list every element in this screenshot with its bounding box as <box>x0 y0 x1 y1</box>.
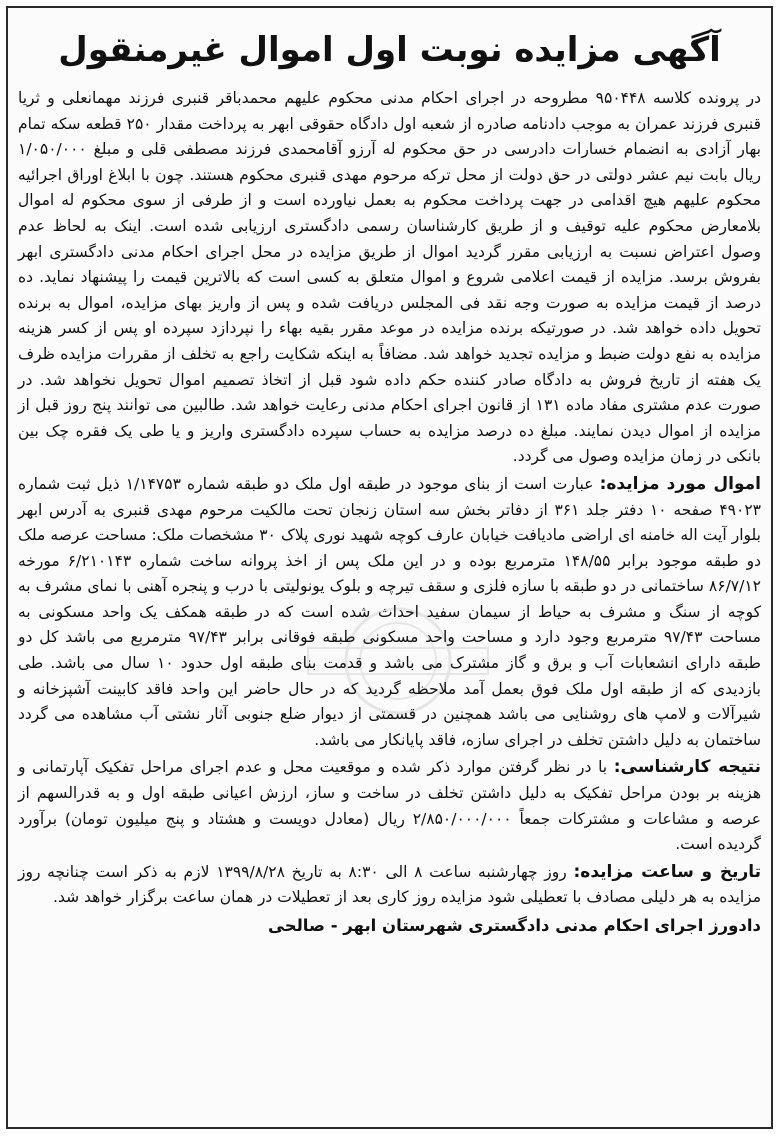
datetime-heading: تاریخ و ساعت مزایده: <box>573 861 762 882</box>
expert-text: با در نظر گرفتن موارد ذکر شده و موقعیت محل و عدم اجرای مراحل تفکیک آپارتمانی و هزینه بر بودن مراحل تفکیک به دلیل داشتن تخلف در ساخت و ساز، ارزش اعیانی طبقه اول و به قدرالسهم از عرصه و مشاعات و مشترکات جمعاً ۲/۸۵۰/۰۰۰/۰۰۰ ریال (معادل دویست و هشتاد و پنج میلیون تومان) برآورد گردیده است. <box>18 758 761 854</box>
property-paragraph <box>18 472 761 754</box>
notice-frame <box>6 6 773 1129</box>
notice-title: آگهی مزایده نوبت اول اموال غیرمنقول <box>58 30 721 70</box>
property-text: عبارت است از بنای موجود در طبقه اول ملک دو طبقه شماره ۱/۱۴۷۵۳ ذیل ثبت شماره ۴۹۰۲۳ صفحه ۱۰ دفتر جلد ۳۶۱ از دفاتر بخش سه استان زنجان تحت مالکیت مرحوم مهدی قنبری به آدرس ابهر بلوار آیت اله خامنه ای اراضی مادیافت خیابان عارف کوچه شهید نوری پلاک ۳۰ مشخصات ملک: مساحت عرصه ملک دو طبقه موجود برابر ۱۴۸/۵۵ مترمربع بوده و در این ملک پس از اخذ پروانه ساخت شماره ۶/۲۱۰۱۴۳ مورخه ۸۶/۷/۱۲ ساختمانی در دو طبقه با سازه فلزی و سقف تیرچه و بلوک یونولیتی با درب و پنجره آهنی با نمای مشرف به کوچه از سنگ و مشرف به حیاط از سیمان سفید احداث شده است که در طبقه همکف یک واحد مسکونی به مساحت ۹۷/۴۳ مترمربع وجود دارد و مساحت واحد مسکونی طبقه فوقانی برابر ۹۷/۴۳ مترمربع می باشد کل دو طبقه دارای انشعابات آب و برق و گاز مشترک می باشد و قدمت بنای طبقه اول حدود ۱۰ سال می باشد. طی بازدیدی که از طبقه اول ملک فوق بعمل آمد ملاحظه گردید که در حال حاضر این واحد فاقد کابینت آشپزخانه و شیرآلات و لامپ های روشنایی می باشد همچنین در قسمتی از دیوار ضلع جنوبی آثار نشتی آب مشاهده می گردد ساختمان به دلیل داشتن تخلف در اجرای سازه، فاقد پایانکار می باشد. <box>18 474 762 749</box>
notice-body <box>18 86 761 939</box>
datetime-text: روز چهارشنبه ساعت ۸ الی ۸:۳۰ به تاریخ ۱۳۹۹/۸/۲۸ لازم به ذکر است چنانچه روز مزایده به هر دلیلی مصادف با تعطیلی شود مزایده روز کاری بعد از تعطیلات در همان ساعت برگزار خواهد شد. <box>18 862 761 907</box>
signature: دادورز اجرای احکام مدنی دادگستری شهرستان ابهر - صالحی <box>268 916 761 935</box>
expert-heading: نتیجه کارشناسی: <box>613 757 761 778</box>
property-heading: اموال مورد مزایده: <box>599 473 761 494</box>
intro-paragraph: در پرونده کلاسه ۹۵۰۴۴۸ مطروحه در اجرای احکام مدنی محکوم علیهم محمدباقر قنبری فرزند مهمانعلی و ثریا قنبری فرزند عمران به موجب دادنامه صادره از شعبه اول دادگاه حقوقی ابهر به پرداخت مقدار ۲۵۰ قطعه سکه تمام بهار آزادی به انضمام خسارات دادرسی در حق محکوم له آرزو آقامحمدی فرزند مصطفی قلی و مبلغ ۱/۰۵۰/۰۰۰ ریال بابت نیم عشر دولتی در حق دولت از محل ترکه مرحوم مهدی قنبری محکوم هستند. چون با ابلاغ اوراق اجرائیه محکوم علیهم هیچ اقدامی در جهت پرداخت محکوم به بعمل نیاورده است و از طرفی از سوی محکوم له اموال بلامعارض محکوم علیه توقیف و از طریق کارشناسان رسمی دادگستری ارزیابی شده است. اینک به لحاظ عدم وصول اعتراض نسبت به ارزیابی مقرر گردید اموال از طریق مزایده در محل اجرای احکام مدنی دادگستری ابهر بفروش برسد. مزایده از قیمت اعلامی شروع و اموال متعلق به کسی است که بالاترین قیمت را پیشنهاد نماید. ده درصد از قیمت مزایده به صورت وجه نقد فی المجلس دریافت شده و پس از واریز بهای مزایده، اموال به برنده تحویل داده خواهد شد. در صورتیکه برنده مزایده در موعد مقرر بقیه بهاء را نپردازد سپرده او پس از کسر هزینه مزایده به نفع دولت ضبط و مزایده تجدید خواهد شد. مضافاً به اینکه شکایت راجع به تخلف از مقررات مزایده ظرف یک هفته از تاریخ فروش به دادگاه صادر کننده حکم داده شود قبل از اتخاذ تصمیم اموال تحویل نخواهد شد. در صورت عدم مشتری مفاد ماده ۱۳۱ از قانون اجرای احکام مدنی رعایت خواهد شد. طالبین می توانند پنج روز قبل از مزایده از اموال دیدن نمایند. مبلغ ده درصد مزایده به حساب سپرده دادگستری واریز و یا طی یک فقره چک بین بانکی در زمان مزایده وصول می گردد. <box>18 89 762 466</box>
expert-paragraph <box>18 755 761 857</box>
datetime-paragraph <box>18 860 761 911</box>
